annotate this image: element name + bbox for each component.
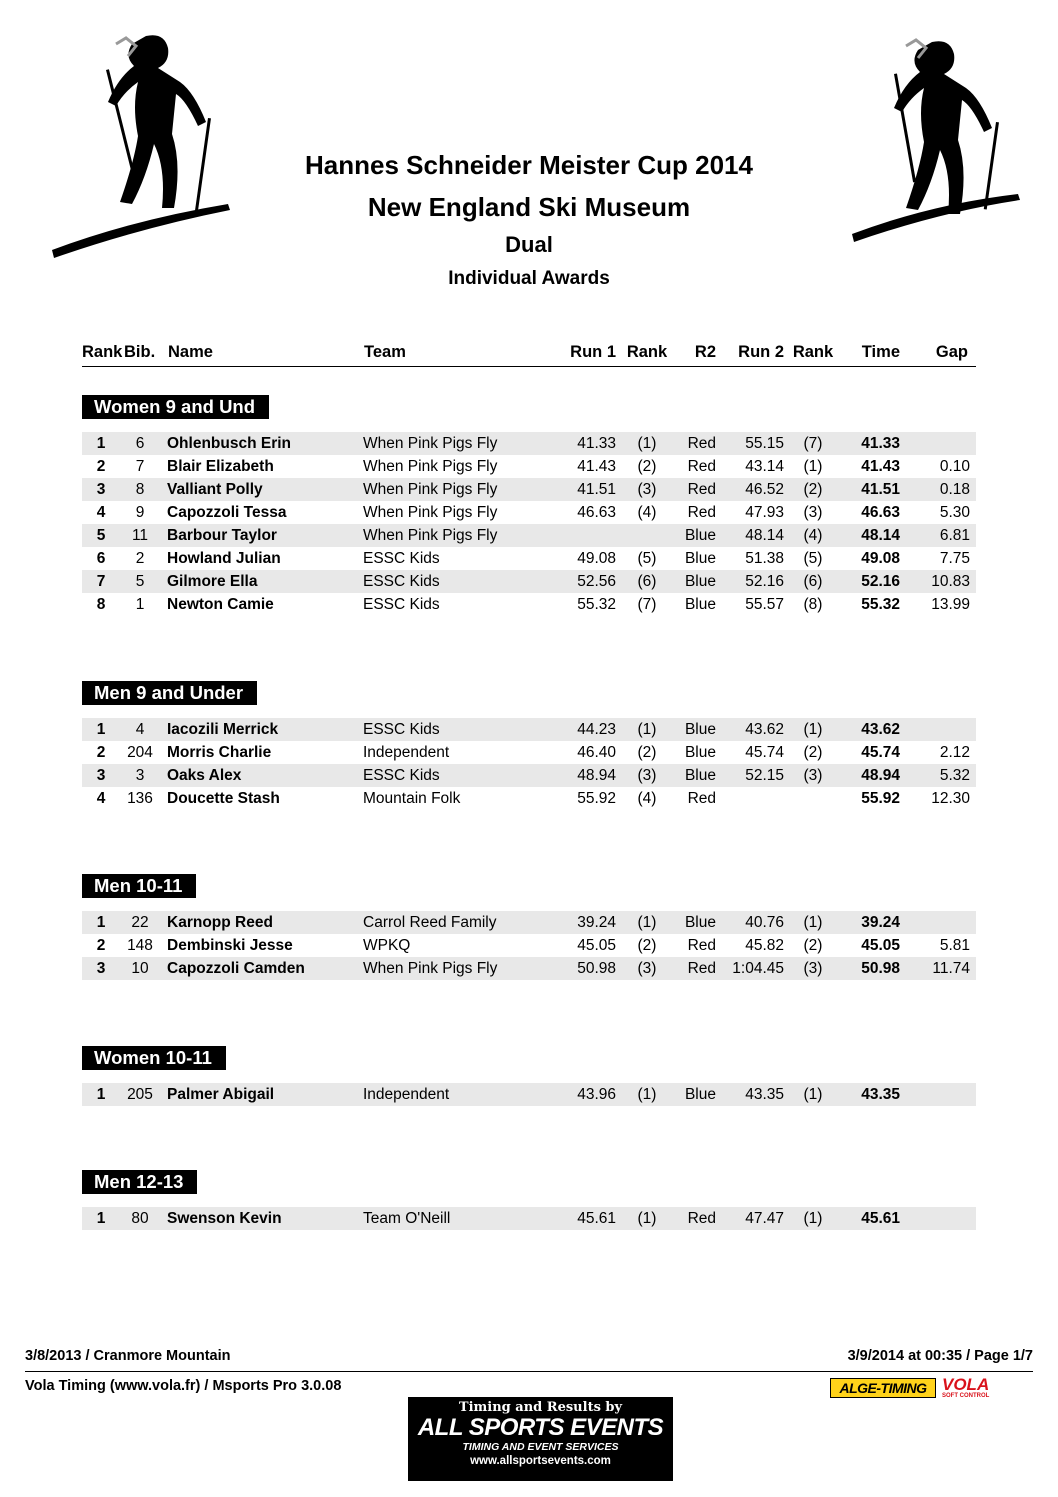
cell-team: When Pink Pigs Fly [363,504,498,521]
result-row [82,1207,976,1230]
cell-run1: 49.08 [577,550,616,567]
cell-time: 43.62 [861,721,900,738]
cell-rank: 2 [96,937,106,954]
cell-name: Valliant Polly [167,481,263,498]
cell-r2: Red [687,435,716,452]
cell-rank1: (2) [637,458,657,475]
cell-team: Independent [363,1086,450,1103]
cell-bib: 22 [131,914,149,931]
cell-time: 50.98 [861,960,900,977]
cell-run2: 47.93 [745,504,784,521]
cell-r2: Red [687,790,716,807]
cell-rank1: (7) [637,596,657,613]
cell-gap: 5.30 [939,504,970,521]
cell-rank2: (4) [803,527,823,544]
cell-rank2: (1) [803,1210,823,1227]
cell-name: Gilmore Ella [167,573,258,590]
cell-team: When Pink Pigs Fly [363,960,498,977]
cell-r2: Blue [684,596,716,613]
cell-run1: 46.40 [577,744,616,761]
sponsor-line-3: TIMING AND EVENT SERVICES [462,1441,619,1453]
cell-team: WPKQ [363,937,411,954]
cell-r2: Blue [684,573,716,590]
cell-rank: 1 [96,1210,106,1227]
cell-rank1: (3) [637,481,657,498]
cell-r2: Red [687,1210,716,1227]
cell-bib: 2 [135,550,145,567]
cell-run2: 46.52 [745,481,784,498]
result-row [82,570,976,593]
cell-run1: 41.43 [577,458,616,475]
cell-run2: 45.74 [745,744,784,761]
results-column-header [82,340,976,367]
result-row [82,478,976,501]
cell-team: Mountain Folk [363,790,461,807]
cell-r2: Red [687,504,716,521]
skier-logo-right-icon [850,18,1040,263]
cell-r2: Blue [684,744,716,761]
cell-time: 45.05 [861,937,900,954]
cell-team: Team O'Neill [363,1210,451,1227]
cell-name: Doucette Stash [167,790,280,807]
cell-r2: Blue [684,767,716,784]
cell-run1: 41.51 [577,481,616,498]
event-format: Dual [505,232,553,257]
cell-bib: 204 [127,744,153,761]
cell-run1: 43.96 [577,1086,616,1103]
cell-gap: 12.30 [931,790,970,807]
cell-run2: 47.47 [745,1210,784,1227]
cell-rank2: (1) [803,458,823,475]
cell-rank1: (1) [637,1210,657,1227]
cell-rank: 1 [96,721,106,738]
result-row [82,593,976,616]
cell-name: Barbour Taylor [167,527,277,544]
cell-time: 41.43 [861,458,900,475]
cell-rank1: (3) [637,960,657,977]
cell-team: ESSC Kids [363,721,440,738]
event-subtitle: New England Ski Museum [367,192,691,222]
cell-rank2: (2) [803,744,823,761]
footer-divider [25,1371,1033,1372]
cell-r2: Blue [684,527,716,544]
cell-gap: 13.99 [931,596,970,613]
cell-run2: 1:04.45 [732,960,784,977]
cell-run1: 48.94 [577,767,616,784]
col-time: Time [861,343,900,361]
result-row [82,524,976,547]
cell-r2: Red [687,937,716,954]
cell-team: Carrol Reed Family [363,914,497,931]
col-team: Team [364,343,406,361]
cell-rank: 5 [96,527,106,544]
cell-run2: 43.14 [745,458,784,475]
col-bib: Bib. [124,343,156,361]
cell-time: 48.14 [861,527,900,544]
cell-name: Capozzoli Tessa [167,504,287,521]
alge-timing-logo: ALGE-TIMING [830,1378,936,1398]
cell-rank1: (3) [637,767,657,784]
cell-rank1: (1) [637,1086,657,1103]
cell-team: Independent [363,744,450,761]
cell-rank2: (7) [803,435,823,452]
cell-run1: 45.61 [577,1210,616,1227]
cell-rank: 1 [96,1086,106,1103]
cell-rank1: (6) [637,573,657,590]
cell-team: ESSC Kids [363,596,440,613]
cell-time: 48.94 [861,767,900,784]
cell-bib: 136 [127,790,153,807]
cell-rank: 1 [96,914,106,931]
cell-rank2: (3) [803,504,823,521]
cell-team: ESSC Kids [363,767,440,784]
cell-r2: Blue [684,914,716,931]
cell-bib: 3 [135,767,145,784]
cell-r2: Blue [684,1086,716,1103]
cell-bib: 5 [135,573,145,590]
group-title: Men 10-11 [82,874,196,898]
footer-printed-page: 3/9/2014 at 00:35 / Page 1/7 [847,1348,1033,1364]
cell-time: 49.08 [861,550,900,567]
cell-team: When Pink Pigs Fly [363,435,498,452]
group-title: Women 9 and Und [82,395,269,419]
cell-run2: 52.16 [745,573,784,590]
cell-bib: 205 [127,1086,153,1103]
cell-rank1: (4) [637,504,657,521]
footer-software: Vola Timing (www.vola.fr) / Msports Pro 3.0.08 [25,1378,342,1394]
cell-rank2: (6) [803,573,823,590]
cell-team: When Pink Pigs Fly [363,481,498,498]
cell-rank: 2 [96,458,106,475]
cell-time: 52.16 [861,573,900,590]
cell-bib: 10 [131,960,149,977]
all-sports-events-sponsor-logo [408,1397,673,1481]
cell-run1: 55.32 [577,596,616,613]
cell-bib: 148 [127,937,153,954]
cell-rank2: (2) [803,937,823,954]
cell-team: When Pink Pigs Fly [363,458,498,475]
cell-team: ESSC Kids [363,573,440,590]
cell-rank1: (2) [637,744,657,761]
col-name: Name [168,343,213,361]
cell-bib: 80 [131,1210,149,1227]
cell-run1: 41.33 [577,435,616,452]
cell-time: 46.63 [861,504,900,521]
vola-logo-text: VOLA [942,1375,990,1394]
cell-run2: 45.82 [745,937,784,954]
cell-rank2: (1) [803,1086,823,1103]
cell-rank1: (5) [637,550,657,567]
cell-rank: 3 [96,767,106,784]
cell-run2: 52.15 [745,767,784,784]
sponsor-line-4: www.allsportsevents.com [470,1455,611,1467]
result-row [82,455,976,478]
cell-run2: 55.15 [745,435,784,452]
cell-r2: Red [687,960,716,977]
event-title: Hannes Schneider Meister Cup 2014 [305,150,753,180]
col-gap: Gap [935,343,968,361]
cell-name: Howland Julian [167,550,281,567]
cell-rank2: (8) [803,596,823,613]
result-row [82,934,976,957]
cell-time: 39.24 [861,914,900,931]
cell-run1: 44.23 [577,721,616,738]
cell-rank: 2 [96,744,106,761]
cell-rank2: (1) [803,914,823,931]
sponsor-line-2: ALL SPORTS EVENTS [417,1414,664,1441]
cell-time: 43.35 [861,1086,900,1103]
cell-rank2: (3) [803,767,823,784]
cell-rank: 6 [96,550,106,567]
cell-bib: 8 [135,481,145,498]
cell-rank1: (1) [637,721,657,738]
cell-gap: 11.74 [932,960,970,977]
vola-logo [942,1377,1034,1397]
cell-rank: 3 [96,481,106,498]
cell-name: Iacozili Merrick [167,721,279,738]
cell-run2: 48.14 [745,527,784,544]
cell-name: Dembinski Jesse [167,937,293,954]
cell-time: 55.92 [861,790,900,807]
result-row [82,957,976,980]
group-title: Women 10-11 [82,1046,226,1070]
report-type: Individual Awards [448,268,610,289]
cell-name: Ohlenbusch Erin [167,435,292,452]
cell-run1: 55.92 [577,790,616,807]
group-title: Men 9 and Under [82,681,257,705]
cell-time: 45.74 [861,744,900,761]
result-row [82,718,976,741]
cell-gap: 2.12 [939,744,970,761]
col-run2: Run 2 [738,343,784,361]
cell-name: Palmer Abigail [167,1086,275,1103]
cell-run2: 43.35 [745,1086,784,1103]
cell-bib: 4 [135,721,145,738]
cell-rank: 7 [96,573,106,590]
cell-r2: Blue [684,550,716,567]
col-rank2: Rank [792,343,834,361]
cell-name: Capozzoli Camden [167,960,305,977]
cell-rank1: (1) [637,435,657,452]
cell-gap: 0.10 [939,458,970,475]
result-row [82,432,976,455]
cell-name: Oaks Alex [167,767,242,784]
cell-gap: 7.75 [939,550,970,567]
cell-run1: 45.05 [577,937,616,954]
sponsor-line-1: Timing and Results by [458,1400,623,1415]
group-title: Men 12-13 [82,1170,197,1194]
cell-run1: 46.63 [577,504,616,521]
cell-name: Karnopp Reed [167,914,273,931]
cell-gap: 6.81 [939,527,970,544]
skier-logo-left-icon [48,18,238,263]
cell-rank2: (3) [803,960,823,977]
cell-rank: 3 [96,960,106,977]
cell-run2: 51.38 [745,550,784,567]
cell-rank1: (2) [637,937,657,954]
cell-rank1: (1) [637,914,657,931]
cell-time: 45.61 [861,1210,900,1227]
cell-r2: Blue [684,721,716,738]
vola-logo-tagline: SOFT CONTROL [942,1393,990,1399]
cell-run2: 43.62 [745,721,784,738]
cell-run1: 52.56 [577,573,616,590]
footer-race-date-location: 3/8/2013 / Cranmore Mountain [25,1348,231,1364]
cell-run1: 39.24 [577,914,616,931]
col-r2: R2 [694,343,716,361]
cell-bib: 1 [135,596,145,613]
cell-bib: 6 [135,435,145,452]
cell-rank2: (1) [803,721,823,738]
cell-bib: 7 [135,458,145,475]
cell-name: Blair Elizabeth [167,458,274,475]
cell-time: 41.33 [861,435,900,452]
cell-rank: 4 [96,790,106,807]
result-row [82,1083,976,1106]
cell-rank: 8 [96,596,106,613]
cell-gap: 0.18 [939,481,970,498]
cell-name: Swenson Kevin [167,1210,282,1227]
cell-team: When Pink Pigs Fly [363,527,498,544]
cell-bib: 11 [131,527,149,544]
col-run1: Run 1 [570,343,616,361]
cell-name: Morris Charlie [167,744,272,761]
result-row [82,787,976,810]
cell-rank2: (2) [803,481,823,498]
result-row [82,741,976,764]
cell-rank: 4 [96,504,106,521]
cell-run1: 50.98 [577,960,616,977]
cell-name: Newton Camie [167,596,274,613]
result-row [82,501,976,524]
cell-team: ESSC Kids [363,550,440,567]
cell-gap: 5.81 [939,937,970,954]
cell-run2: 40.76 [745,914,784,931]
result-row [82,547,976,570]
result-row [82,764,976,787]
col-rank1: Rank [626,343,668,361]
cell-gap: 5.32 [939,767,970,784]
cell-run2: 55.57 [745,596,784,613]
cell-time: 55.32 [861,596,900,613]
cell-r2: Red [687,481,716,498]
cell-rank: 1 [96,435,106,452]
col-rank: Rank [82,343,123,361]
cell-rank2: (5) [803,550,823,567]
cell-gap: 10.83 [931,573,970,590]
cell-rank1: (4) [637,790,657,807]
cell-r2: Red [687,458,716,475]
cell-bib: 9 [135,504,145,521]
cell-time: 41.51 [861,481,900,498]
result-row [82,911,976,934]
